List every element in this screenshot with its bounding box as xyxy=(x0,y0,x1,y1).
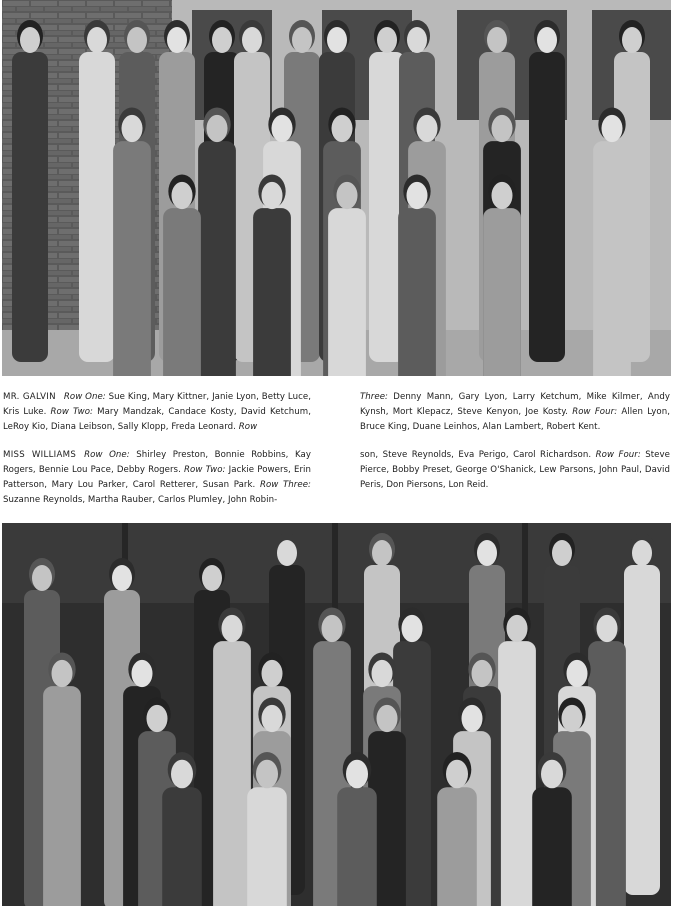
row-label: Row Two: xyxy=(184,465,226,475)
teacher-name-galvin: MR. GALVIN xyxy=(3,392,56,402)
photo-figure xyxy=(624,533,660,895)
photo-figure xyxy=(79,20,115,362)
class-photo-galvin-image xyxy=(2,0,671,376)
row-names: Sue King, Mary Kittner, Janie Lyon, Betty Luce, Kris Luke. xyxy=(3,392,312,417)
row-names: Shirley Preston, Bonnie Robbins, Kay Rogers, Bennie Lou Pace, Debby Rogers. xyxy=(3,450,311,475)
row-label: Row Four: xyxy=(572,407,618,417)
row-names: Denny Mann, Gary Lyon, Larry Ketchum, Mike Kilmer, Andy Kynsh, Mort Klepacz, Steve Kenyon, Joe Kosty. xyxy=(360,392,670,417)
photo-figure xyxy=(213,608,251,907)
caption-galvin-left-column xyxy=(3,390,311,435)
photo-figure xyxy=(43,653,81,907)
row-label: Row xyxy=(238,422,258,432)
class-photo-williams-image xyxy=(2,523,671,906)
row-names: Suzanne Reynolds, Martha Rauber, Carlos Plumley, John Robin- xyxy=(3,495,278,505)
row-names: Mary Mandzak, Candace Kosty, David Ketchum, LeRoy Kio, Diana Leibson, Sally Klopp, Freda Leonard. xyxy=(3,407,311,432)
photo-figure xyxy=(498,608,536,907)
row-label: Row One: xyxy=(63,392,106,402)
caption-williams-left-column xyxy=(3,448,311,508)
row-names: son, Steve Reynolds, Eva Perigo, Carol Richardson. xyxy=(360,450,596,460)
row-label: Three: xyxy=(360,392,388,402)
class-photo-williams xyxy=(2,523,671,906)
row-names: Steve Pierce, Bobby Preset, George O'Shanick, Lew Parsons, John Paul, David Peris, Don Piersons, Lon Reid. xyxy=(360,450,670,490)
row-label: Row Four: xyxy=(595,450,641,460)
row-names: Jackie Powers, Erin Patterson, Mary Lou Parker, Carol Retterer, Susan Park. xyxy=(3,465,311,490)
teacher-name-williams: MISS WILLIAMS xyxy=(3,450,77,460)
photo-figure xyxy=(113,108,151,377)
caption-galvin-right-column xyxy=(360,390,670,435)
photo-figure xyxy=(593,108,631,377)
row-label: Row Three: xyxy=(259,480,311,490)
photo-figure xyxy=(12,20,48,362)
row-names: Allen Lyon, Bruce King, Duane Leinhos, Alan Lambert, Robert Kent. xyxy=(360,407,670,432)
row-label: Row One: xyxy=(84,450,130,460)
photo-figure xyxy=(529,20,565,362)
caption-williams-right-column xyxy=(360,448,670,493)
class-photo-galvin xyxy=(2,0,671,376)
photo-figure xyxy=(198,108,236,377)
row-label: Row Two: xyxy=(50,407,93,417)
